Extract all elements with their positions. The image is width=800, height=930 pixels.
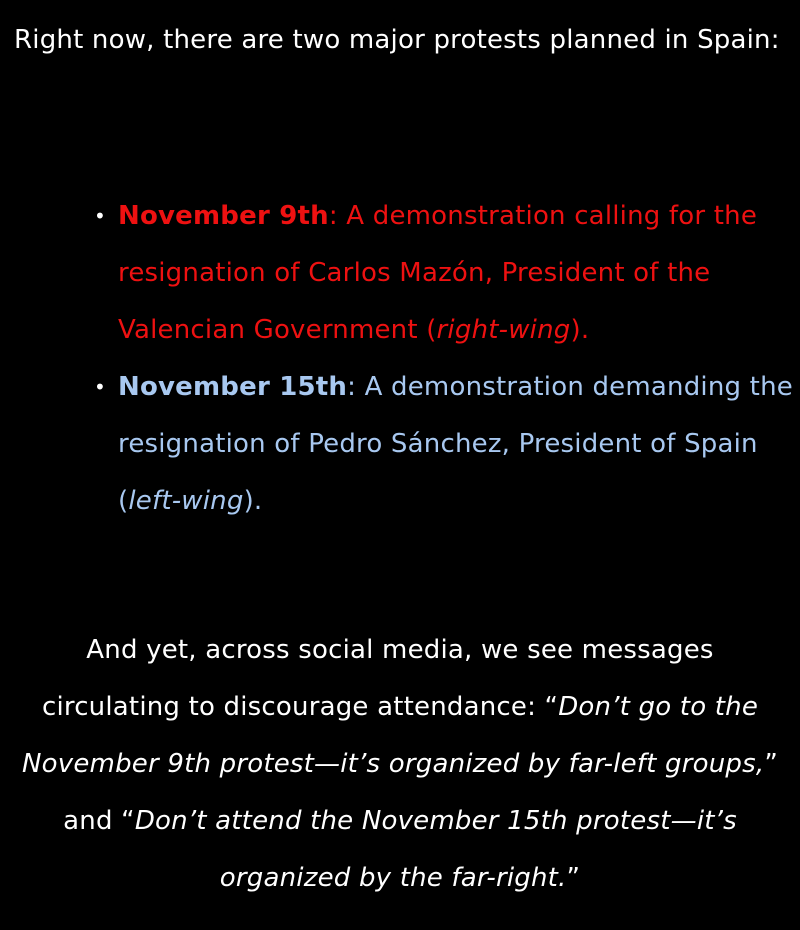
protest-end: ). (570, 315, 590, 345)
bullet-icon: • (94, 204, 106, 228)
protest-list (94, 188, 798, 530)
protest-description: A demonstration calling for the resignation of Carlos Mazón, President of the Valencian Government ( (118, 201, 758, 345)
closing-mid: ” and “ (63, 749, 778, 836)
protest-wing: right-wing (436, 315, 571, 345)
protest-date: November 9th (118, 201, 329, 231)
intro-paragraph: Right now, there are two major protests planned in Spain: (14, 25, 780, 55)
quote-nov15: Don’t attend the November 15th protest—it’s organized by the far-right. (134, 806, 737, 893)
quote-nov9: Don’t go to the November 9th protest—it’s organized by far-left groups, (22, 692, 765, 779)
protest-item-nov9 (94, 188, 798, 359)
protest-separator: : (347, 372, 365, 402)
protest-separator: : (328, 201, 347, 231)
protest-wing: left-wing (128, 486, 244, 516)
protest-item-nov15 (94, 359, 798, 530)
closing-lead: And yet, across social media, we see messages circulating to discourage attendance: “ (41, 635, 714, 722)
protest-description: A demonstration demanding the resignation of Pedro Sánchez, President of Spain ( (118, 372, 793, 516)
protest-date: November 15th (118, 372, 348, 402)
bullet-icon: • (94, 375, 106, 399)
protest-end: ). (243, 486, 263, 516)
closing-paragraph (20, 622, 780, 907)
closing-end: ” (566, 863, 581, 893)
